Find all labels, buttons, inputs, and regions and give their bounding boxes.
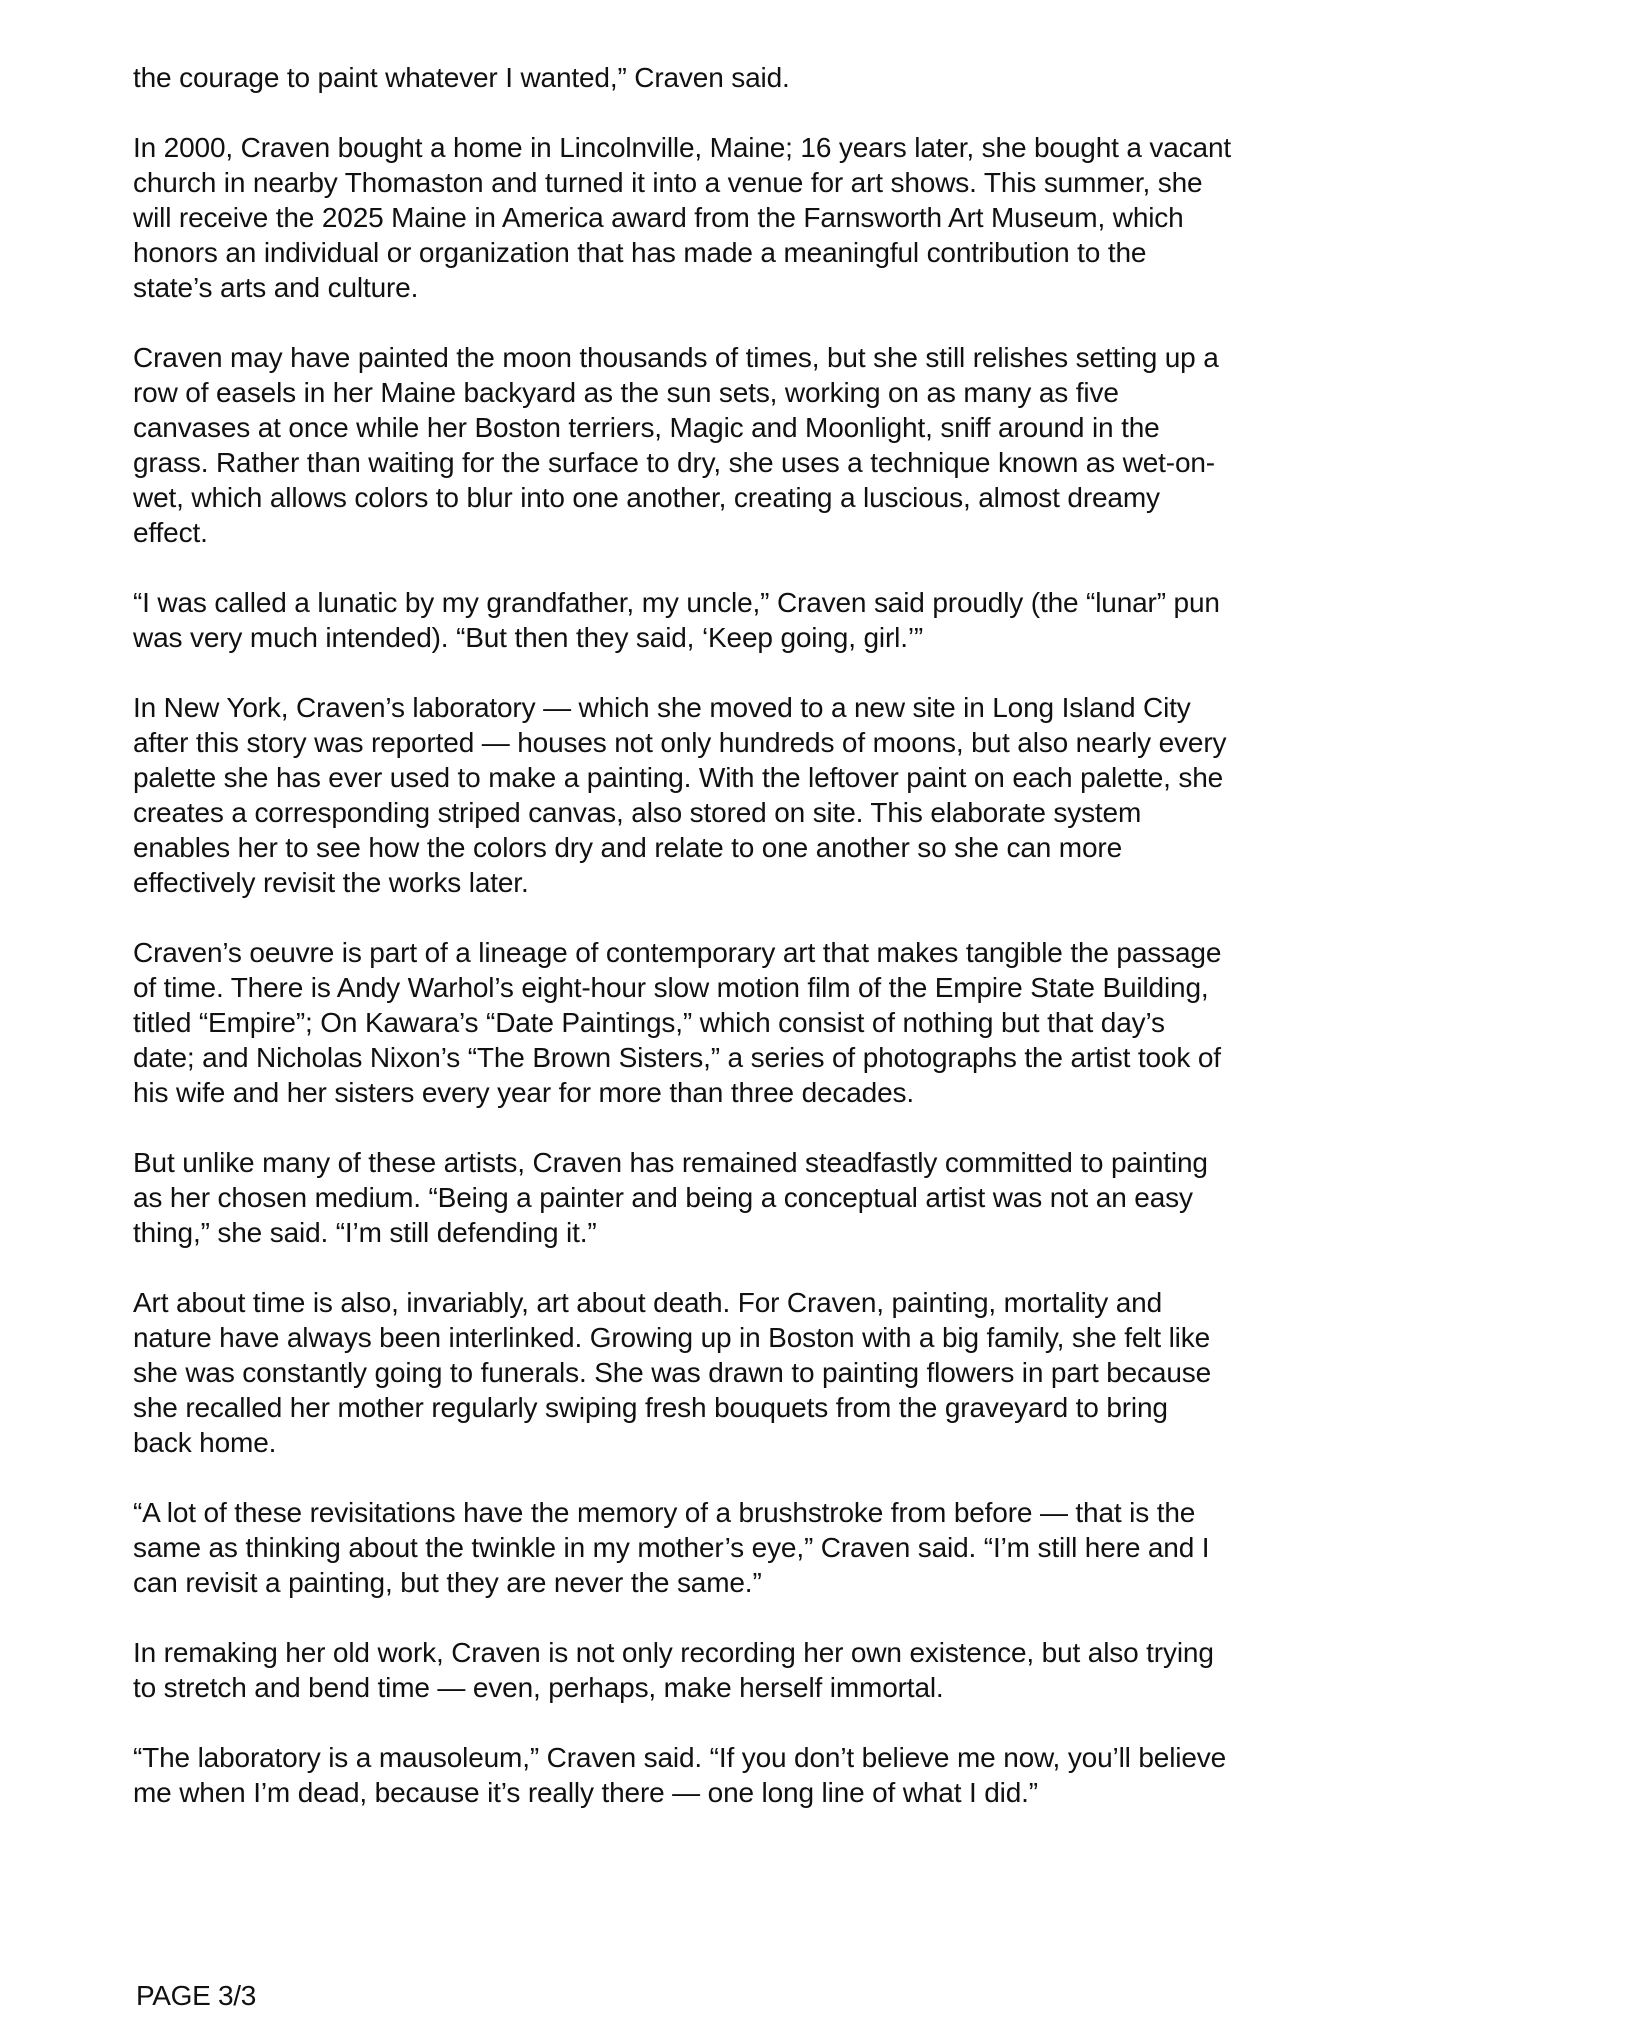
paragraph: In remaking her old work, Craven is not only recording her own existence, but also trying to stretch and bend time — even, perhaps, make herself immortal. xyxy=(133,1637,1214,1703)
paragraph: Art about time is also, invariably, art about death. For Craven, painting, mortality and nature have always been interlinked. Growing up in Boston with a big family, she felt like she was constantly going to funerals. She was drawn to painting flowers in part because she recalled her mother regularly swiping fresh bouquets from the graveyard to bring back home. xyxy=(133,1287,1212,1458)
article-body xyxy=(133,60,1233,1845)
paragraph: “The laboratory is a mausoleum,” Craven said. “If you don’t believe me now, you’ll believe me when I’m dead, because it’s really there — one long line of what I did.” xyxy=(133,1742,1227,1808)
paragraph: “A lot of these revisitations have the memory of a brushstroke from before — that is the same as thinking about the twinkle in my mother’s eye,” Craven said. “I’m still here and I can revisit a painting, but they are never the same.” xyxy=(133,1497,1210,1598)
paragraph: “I was called a lunatic by my grandfather, my uncle,” Craven said proudly (the “lunar” pun was very much intended). “But then they said, ‘Keep going, girl.’” xyxy=(133,587,1220,653)
page-number: PAGE 3/3 xyxy=(136,1980,257,2011)
paragraph: Craven may have painted the moon thousands of times, but she still relishes setting up a row of easels in her Maine backyard as the sun sets, working on as many as five canvases at once while her Boston terriers, Magic and Moonlight, sniff around in the grass. Rather than waiting for the surface to dry, she uses a technique known as wet-on-wet, which allows colors to blur into one another, creating a luscious, almost dreamy effect. xyxy=(133,342,1219,548)
paragraph: In 2000, Craven bought a home in Lincolnville, Maine; 16 years later, she bought a vacant church in nearby Thomaston and turned it into a venue for art shows. This summer, she will receive the 2025 Maine in America award from the Farnsworth Art Museum, which honors an individual or organization that has made a meaningful contribution to the state’s arts and culture. xyxy=(133,132,1232,303)
paragraph: Craven’s oeuvre is part of a lineage of contemporary art that makes tangible the passage of time. There is Andy Warhol’s eight-hour slow motion film of the Empire State Building, titled “Empire”; On Kawara’s “Date Paintings,” which consist of nothing but that day’s date; and Nicholas Nixon’s “The Brown Sisters,” a series of photographs the artist took of his wife and her sisters every year for more than three decades. xyxy=(133,937,1222,1108)
paragraph: But unlike many of these artists, Craven has remained steadfastly committed to painting as her chosen medium. “Being a painter and being a conceptual artist was not an easy thing,” she said. “I’m still defending it.” xyxy=(133,1147,1208,1248)
paragraph: In New York, Craven’s laboratory — which she moved to a new site in Long Island City after this story was reported — houses not only hundreds of moons, but also nearly every palette she has ever used to make a painting. With the leftover paint on each palette, she creates a corresponding striped canvas, also stored on site. This elaborate system enables her to see how the colors dry and relate to one another so she can more effectively revisit the works later. xyxy=(133,692,1227,898)
paragraph: the courage to paint whatever I wanted,” Craven said. xyxy=(133,62,790,93)
